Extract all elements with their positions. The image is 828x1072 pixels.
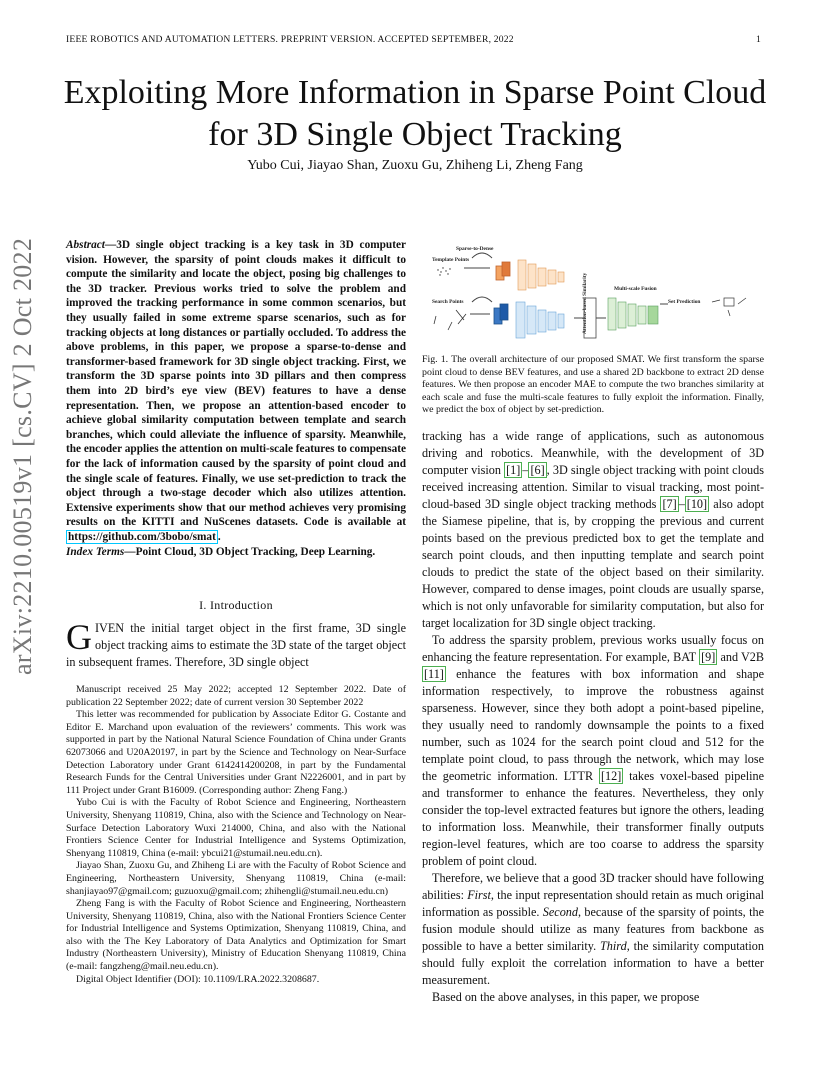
paragraph-4: Based on the above analyses, in this paper, we propose [432, 990, 700, 1004]
paragraph-1 [422, 428, 764, 632]
abstract-end: . [217, 530, 221, 543]
footnote-author-5: Zheng Fang is with the Faculty of Robot Science and Engineering, Northeastern University, Shenyang 110819, China, also with the National Frontiers Science Center for Industrial Intelligence and Systems Optimization, Shenyang 110819, China, and also with the The Key Laboratory of Data Analytics and Optimization for Smart Industry (Northeastern University), Ministry of Education Shenyang 110819, China (e-mail: fangzheng@mail.neu.edu.cn). [66, 898, 406, 973]
index-terms [66, 545, 406, 560]
citation-6[interactable]: [6] [530, 463, 545, 477]
footnote-author-1: Yubo Cui is with the Faculty of Robot Science and Engineering, Northeastern University, Shenyang 110819, China, also with the Science and Technology on Near-Surface Detection Laboratory Wuxi 214000, China, and also with the National Frontiers Science Center for Industrial Intelligence and Systems Optimization, Shenyang 110819, China (e-mail: ybcui21@stumail.neu.edu.cn). [66, 797, 406, 859]
emphasis-first: First [467, 888, 491, 902]
footnotes [66, 684, 406, 986]
page-number: 1 [756, 34, 761, 45]
text-run: also adopt the Siamese pipeline, that is, by cropping the previous and current points based on the previous predicted box to get the template and search point clouds, and then inputting template and search point clouds to predict the state of the object based on their similarity. However, compared to dense images, point clouds are usually sparse, which is not only unfavorable for similarity computation, but also for target localization for 3D single object tracking. [422, 497, 764, 630]
text-run: – [678, 497, 685, 511]
footnote-manuscript: Manuscript received 25 May 2022; accepted 12 September 2022. Date of publication 22 September 2022; date of current version 30 September 2022 [66, 684, 406, 708]
index-terms-label: Index Terms [66, 546, 125, 558]
text-run: and V2B [717, 650, 765, 664]
figure-label-sparse-to-dense: Sparse-to-Dense [456, 246, 494, 252]
text-run: , 3D single object tracking with point clouds received increasing attention. Similar to visual tracking, most point-cloud-based 3D single object tracking methods [422, 463, 764, 511]
running-head: IEEE ROBOTICS AND AUTOMATION LETTERS. PREPRINT VERSION. ACCEPTED SEPTEMBER, 2022 [66, 34, 514, 45]
template-pillar-blocks [496, 262, 510, 280]
author-list: Yubo Cui, Jiayao Shan, Zuoxu Gu, Zhiheng Li, Zheng Fang [247, 158, 583, 173]
code-link[interactable]: https://github.com/3bobo/smat [68, 530, 216, 543]
text-run: , because of the sparsity of points, the fusion module should utilize as many features from backbone as possible to have a better similarity. [422, 905, 764, 953]
citation-1[interactable]: [1] [506, 463, 521, 477]
title-line-2: for 3D Single Object Tracking [208, 116, 622, 153]
citation-11[interactable]: [11] [424, 667, 444, 681]
citation-9[interactable]: [9] [701, 650, 716, 664]
abstract-text: —3D single object tracking is a key task in 3D computer vision. However, the sparsity of point clouds makes it difficult to compute the similarity and locate the object, posing big challenges to the 3D tracker. Previous works tried to solve the problem and improved the tracking performance in some common scenarios, but they usually failed in some extreme sparse scenarios, such as for tracking objects at long distances or partially occluded. To address the above problems, in this paper, we propose a sparse-to-dense and transformer-based framework for 3D single object tracking. First, we transform the 3D sparse points into 3D pillars and then compress them into 2D bird’s eye view (BEV) features to have a dense representation. Then, we propose an attention-based encoder to achieve global similarity computation between template and search branches, which could alleviate the influence of sparsity. Meanwhile, the encoder applies the attention on multi-scale features to compensate for the lack of information caused by the sparsity of point cloud and the single scale of features. Finally, we use set-prediction to track the object through a two-stage decoder which also utilizes attention. Extensive experiments show that our method achieves very promising results on the KITTI and NuScenes datasets. Code is available at [66, 239, 407, 529]
figure-label-set-prediction: Set Prediction [668, 299, 701, 305]
citation-12[interactable]: [12] [600, 769, 622, 783]
emphasis-second: Second [542, 905, 578, 919]
drop-cap: G [66, 617, 92, 657]
index-terms-text: —Point Cloud, 3D Object Tracking, Deep Learning. [124, 546, 376, 558]
text-run: , the similarity computation should fully exploit the correlation information to have a better measurement. [422, 939, 764, 987]
citation-7[interactable]: [7] [662, 497, 677, 511]
text-run: enhance the features with box information and shape information respectively, to improve the robustness against sparseness. However, since they both adopt a point-based pipeline, they usually need to randomly downsample the points to a fixed number, such as 1024 for the search point cloud and 512 for the template point cloud, to pass through the network, which may lose the geometric information. LTTR [422, 667, 764, 783]
text-run: To address the sparsity problem, previous works usually focus on enhancing the feature representation. For example, BAT [422, 633, 764, 664]
abstract [66, 238, 406, 544]
template-backbone-blocks [518, 260, 564, 290]
text-run: Therefore, we believe that a good 3D tracker should have following abilities: [422, 871, 764, 902]
paragraph-2 [422, 632, 764, 870]
footnote-doi: Digital Object Identifier (DOI): 10.1109/LRA.2022.3208687. [76, 973, 320, 985]
search-pillar-blocks [494, 304, 508, 324]
title-line-1: Exploiting More Information in Sparse Point Cloud [63, 74, 767, 111]
text-run: tracking has a wide range of applications, such as autonomous driving and robotics. Meanwhile, with the development of 3D computer vision [422, 429, 764, 477]
emphasis-third: Third [600, 939, 627, 953]
arxiv-identifier: arXiv:2210.00519v1 [cs.CV] 2 Oct 2022 [8, 237, 37, 675]
abstract-label: Abstract [66, 239, 105, 251]
template-point-cloud [437, 267, 450, 275]
footnote-funding: This letter was recommended for publication by Associate Editor G. Costante and Editor E. Marchand upon evaluation of the reviewers’ comments. This work was supported in part by the National Natural Science Foundation of China under Grants 62073066 and U20A20197, in part by the Science and Technology on Near-Surface Detection Laboratory under Grant 6142414200208, in part by the Fundamental Research Funds for the Central Universities under Grant N2226001, and in part by 111 Project under Grant B16009. (Corresponding author: Zheng Fang.) [66, 709, 406, 796]
footnote-authors-2-4: Jiayao Shan, Zuoxu Gu, and Zhiheng Li are with the Faculty of Robot Science and Engineering, Northeastern University, Shenyang 110819, China (e-mail: shanjiayao97@gmail.com; guzuoxu@gmail.com; zhihengli@stumail.neu.edu.cn) [66, 860, 406, 897]
architecture-figure [428, 244, 764, 344]
introduction-text: IVEN the initial target object in the first frame, 3D single object tracking aims to estimate the 3D state of the target object in subsequent frames. Therefore, 3D single object [66, 621, 406, 669]
paper-title [60, 72, 770, 156]
figure-label-search-points: Search Points [432, 299, 464, 305]
figure-label-template-points: Template Points [432, 257, 470, 263]
fusion-blocks [608, 298, 658, 330]
search-backbone-blocks [516, 302, 564, 338]
figure-label-multi-scale-fusion: Multi-scale Fusion [614, 286, 657, 292]
paragraph-3 [422, 870, 764, 989]
introduction-paragraph [66, 617, 406, 671]
text-run: takes voxel-based pipeline and transformer to enhance the features. Nevertheless, they only consider the top-level extracted features but ignore the others, leading to information loss. Meanwhile, their transformer finally outputs region-level features, which are too coarse to address the sparsity problem of point cloud. [422, 769, 765, 868]
text-run: – [522, 463, 529, 477]
text-run: , the input representation should retain as much original information as possible. [422, 888, 764, 919]
figure-caption: Fig. 1. The overall architecture of our proposed SMAT. We first transform the sparse point cloud to dense BEV features, and use a shared 2D backbone to extract 2D dense features. We then propose an encoder MAE to compute the two branches similarity at each scale and fuse the multi-scale features to fully exploit the information. Finally, we predict the box of object by set-prediction. [422, 354, 764, 416]
figure-label-attention-similarity: Attention-based Similarity [582, 272, 588, 334]
prediction-output [712, 298, 746, 316]
search-point-cloud [434, 310, 466, 330]
section-heading-introduction: I. Introduction [199, 598, 273, 612]
right-column-body [422, 428, 764, 1006]
citation-10[interactable]: [10] [686, 497, 708, 511]
